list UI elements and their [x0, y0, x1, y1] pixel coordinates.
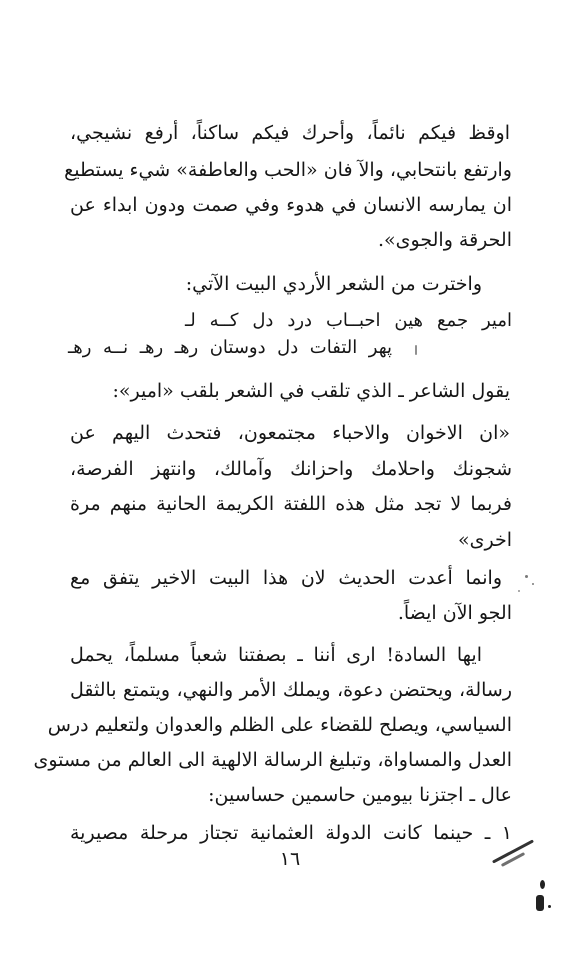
- paragraph-2-line-2: الجو الآن ايضاً.: [397, 602, 512, 624]
- paragraph-3-line-1: ايها السادة! ارى أننا ـ بصفتنا شعباً مسلماً، يحمل: [70, 644, 482, 666]
- paragraph-3-line-5: عال ـ اجتزنا بيومين حاسمين حساسين:: [208, 784, 512, 806]
- quote-line-2: شجونك واحلامك واحزانك وآمالك، وانتهز الفرصة،: [70, 458, 512, 480]
- paragraph-3-line-3: السياسي، ويصلح للقضاء على الظلم والعدوان ولتعليم درس: [47, 714, 512, 736]
- quote-line-4: اخرى»: [457, 529, 512, 551]
- paragraph-1-line-1: اوقظ فيكم نائماً، وأحرك فيكم ساكناً، أرفع نشيجي،: [70, 122, 510, 144]
- paragraph-3-line-4: العدل والمساواة، وتبليغ الرسالة الالهية الى العالم من مستوى: [33, 749, 512, 771]
- quote-line-3: فربما لا تجد مثل هذه اللفتة الكريمة الحانية منهم مرة: [70, 493, 512, 515]
- paragraph-1-line-3: ان يمارسه الانسان في هدوء وفي صمت ودون ابداء عن: [70, 194, 512, 216]
- poet-line: يقول الشاعر ـ الذي تلقب في الشعر بلقب «امير»:: [112, 380, 510, 402]
- paragraph-2-line-1: وانما أعدت الحديث لان هذا البيت الاخير يتفق مع: [70, 567, 502, 589]
- paragraph-1-line-4: الحرقة والجوى».: [378, 229, 512, 251]
- verse-intro: واخترت من الشعر الأردي البيت الآتي:: [185, 273, 482, 295]
- paragraph-3-line-2: رسالة، ويحتضن دعوة، ويملك الأمر والنهي، ويتمتع بالثقل: [70, 679, 512, 701]
- page-number: ١٦: [279, 848, 301, 870]
- list-item-1: ١ ـ حينما كانت الدولة العثمانية تجتاز مرحلة مصيرية: [70, 822, 512, 844]
- quote-line-1: «ان الاخوان والاحباء مجتمعون، فتحدث اليهم عن: [70, 422, 510, 444]
- paragraph-1-line-2: وارتفع بانتحابي، والآ فان «الحب والعاطفة» شيء يستطيع: [64, 159, 512, 181]
- verse-line-2: پهر التفات دل دوستان رهـ رهـ نــه رهـ: [68, 337, 392, 358]
- verse-line-1: امير جمع هين احبــاب درد دل كــه لـ: [185, 310, 512, 331]
